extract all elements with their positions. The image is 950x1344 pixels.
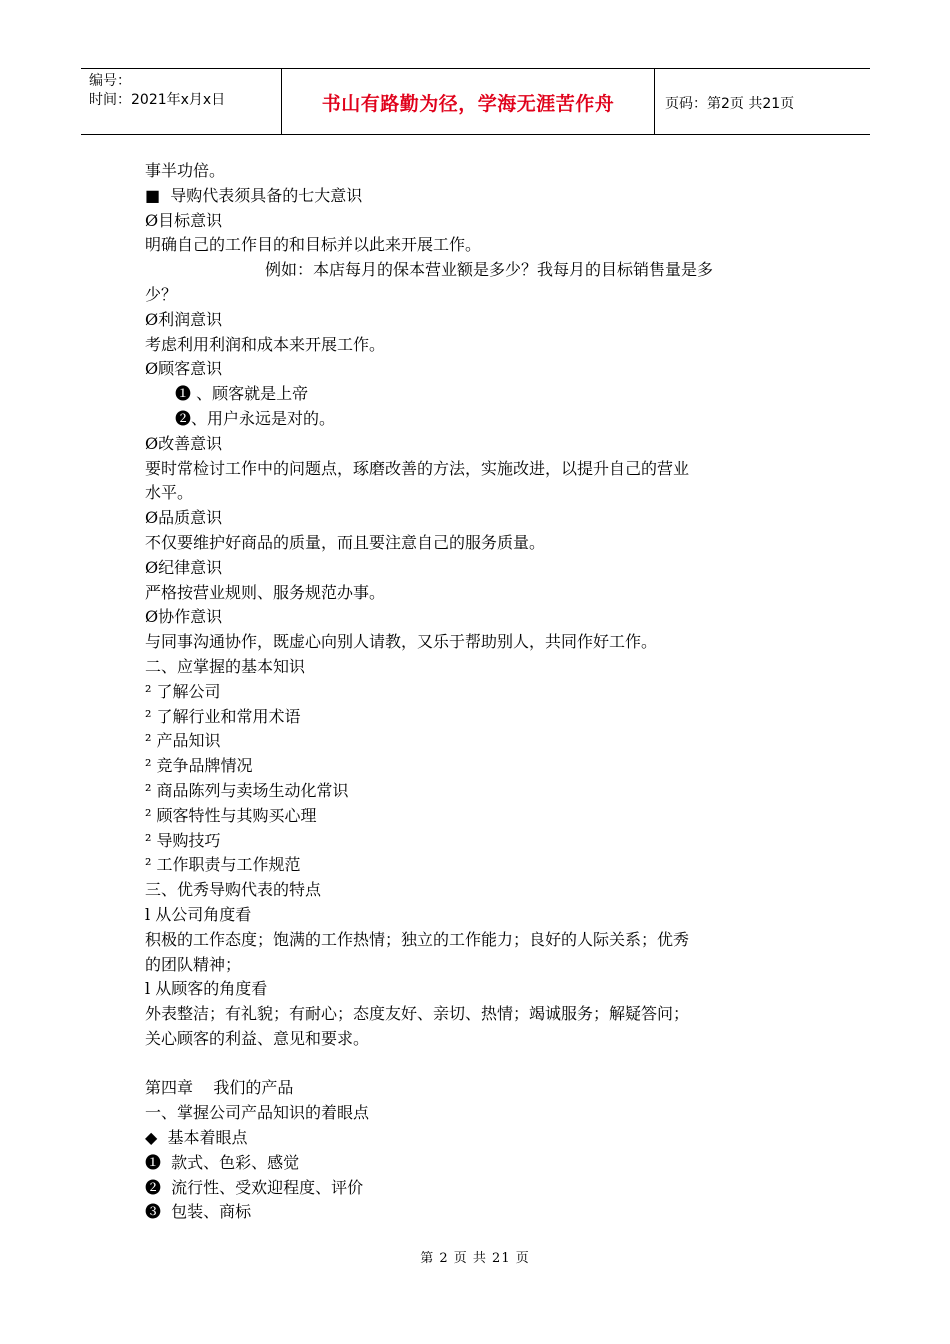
item-heading: Ø利润意识 <box>145 309 223 329</box>
section-heading: 一、掌握公司产品知识的着眼点 <box>145 1103 370 1123</box>
header-page-info: 页码：第2页 共21页 <box>665 96 795 112</box>
list-item: ❸ 包装、商标 <box>145 1202 252 1222</box>
section-heading: 三、优秀导购代表的特点 <box>145 880 322 900</box>
item-heading: Ø改善意识 <box>145 433 223 453</box>
text-line: 例如：本店每月的保本营业额是多少？我每月的目标销售量是多 <box>265 260 714 280</box>
header-motto: 书山有路勤为径，学海无涯苦作舟 <box>321 92 615 115</box>
text-line: 与同事沟通协作，既虚心向别人请教，又乐于帮助别人，共同作好工作。 <box>145 632 658 652</box>
list-item: ² 了解公司 <box>145 681 221 701</box>
doc-time-label: 时间：2021年x月x日 <box>89 92 226 108</box>
list-item: ❷、用户永远是对的。 <box>175 408 336 428</box>
text-line: 关心顾客的利益、意见和要求。 <box>145 1028 370 1048</box>
item-heading: Ø品质意识 <box>145 508 223 528</box>
item-heading: Ø顾客意识 <box>145 359 223 379</box>
document-body <box>145 159 810 1225</box>
list-item: ❶ 款式、色彩、感觉 <box>145 1152 300 1172</box>
section-heading: ■ 导购代表须具备的七大意识 <box>145 185 363 205</box>
text-line: 不仅要维护好商品的质量，而且要注意自己的服务质量。 <box>145 532 546 552</box>
list-item: ❶ 、顾客就是上帝 <box>175 384 309 404</box>
text-line: 要时常检讨工作中的问题点，琢磨改善的方法，实施改进，以提升自己的营业 <box>145 458 690 478</box>
list-item: ² 商品陈列与卖场生动化常识 <box>145 780 349 800</box>
text-line: 水平。 <box>145 483 194 503</box>
chapter-heading: 第四章 我们的产品 <box>145 1078 294 1098</box>
item-heading: l 从公司角度看 <box>145 904 252 924</box>
text-line: 少？ <box>145 284 178 304</box>
text-line: 明确自己的工作目的和目标并以此来开展工作。 <box>145 235 482 255</box>
text-line: 外表整洁；有礼貌；有耐心；态度友好、亲切、热情；竭诚服务；解疑答问； <box>145 1004 690 1024</box>
item-heading: ◆ 基本着眼点 <box>145 1128 248 1148</box>
header-meta <box>89 72 225 110</box>
list-item: ² 工作职责与工作规范 <box>145 855 301 875</box>
text-line: 事半功倍。 <box>145 161 226 180</box>
page-footer: 第 2 页 共 21 页 <box>420 1251 530 1266</box>
item-heading: Ø目标意识 <box>145 210 223 230</box>
list-item: ² 顾客特性与其购买心理 <box>145 805 317 825</box>
text-line: 严格按营业规则、服务规范办事。 <box>145 582 386 602</box>
list-item: ² 了解行业和常用术语 <box>145 706 301 726</box>
page-header <box>81 68 870 135</box>
item-heading: Ø协作意识 <box>145 607 223 627</box>
item-heading: Ø纪律意识 <box>145 557 223 577</box>
blank-line <box>145 1052 810 1077</box>
header-divider <box>654 69 655 134</box>
list-item: ² 导购技巧 <box>145 830 221 850</box>
text-line: 积极的工作态度；饱满的工作热情；独立的工作能力；良好的人际关系；优秀 <box>145 929 690 949</box>
text-line: 考虑利用利润和成本来开展工作。 <box>145 334 386 354</box>
list-item: ² 产品知识 <box>145 731 221 751</box>
section-heading: 二、应掌握的基本知识 <box>145 656 306 676</box>
doc-number-label: 编号： <box>89 73 131 89</box>
list-item: ❷ 流行性、受欢迎程度、评价 <box>145 1177 364 1197</box>
item-heading: l 从顾客的角度看 <box>145 979 268 999</box>
text-line: 的团队精神； <box>145 954 242 974</box>
list-item: ² 竞争品牌情况 <box>145 756 253 776</box>
